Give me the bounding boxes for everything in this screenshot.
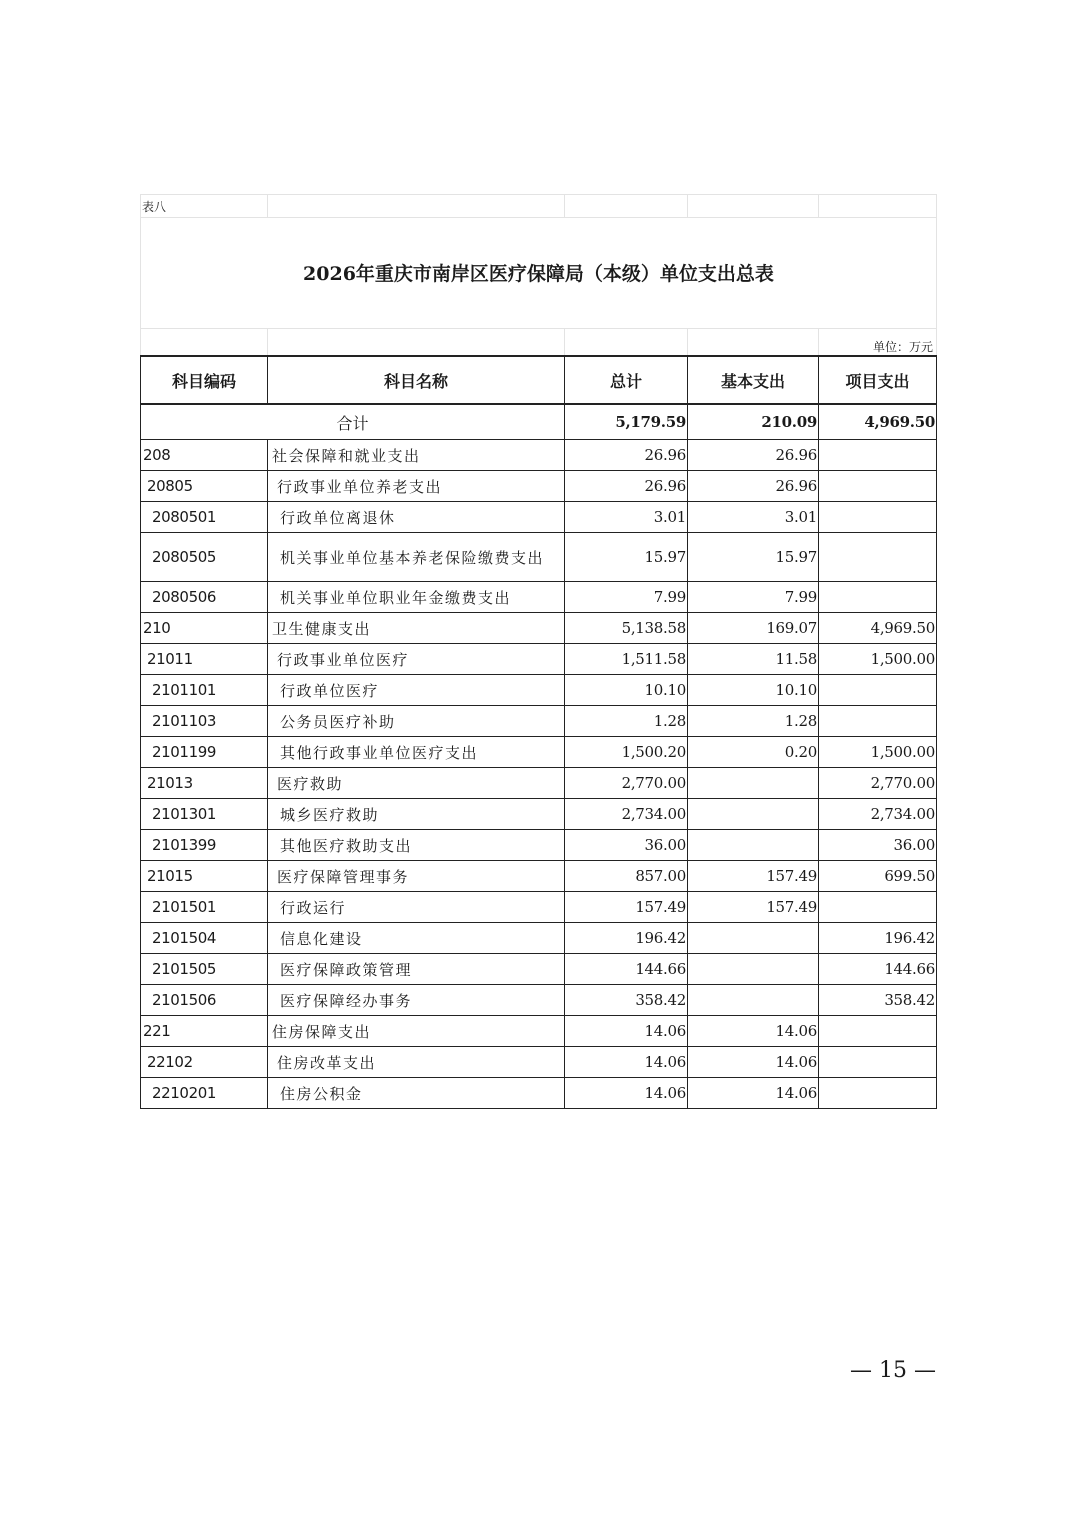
row-project: 2,770.00: [819, 768, 937, 799]
row-project: 36.00: [819, 830, 937, 861]
table-row: [141, 1078, 937, 1109]
row-project: 1,500.00: [819, 737, 937, 768]
table-row: [141, 440, 937, 471]
total-row: [141, 404, 937, 440]
table-row: [141, 613, 937, 644]
row-code: 2210201: [141, 1078, 268, 1109]
table-row: [141, 675, 937, 706]
row-project: [819, 1078, 937, 1109]
table-row: [141, 768, 937, 799]
row-name: 其他行政事业单位医疗支出: [268, 737, 565, 768]
table-row: [141, 830, 937, 861]
row-name: 行政单位医疗: [268, 675, 565, 706]
table-row: [141, 502, 937, 533]
row-name: 行政事业单位医疗: [268, 644, 565, 675]
row-total: 36.00: [565, 830, 688, 861]
row-name: 其他医疗救助支出: [268, 830, 565, 861]
row-basic: [688, 830, 819, 861]
row-name: 住房改革支出: [268, 1047, 565, 1078]
table-title: 2026年重庆市南岸区医疗保障局（本级）单位支出总表: [141, 218, 937, 329]
row-total: 14.06: [565, 1047, 688, 1078]
row-project: 4,969.50: [819, 613, 937, 644]
row-project: [819, 533, 937, 582]
row-total: 26.96: [565, 440, 688, 471]
row-basic: 0.20: [688, 737, 819, 768]
total-sum: 5,179.59: [565, 404, 688, 440]
row-code: 2080501: [141, 502, 268, 533]
row-code: 2101101: [141, 675, 268, 706]
table-row: [141, 471, 937, 502]
table-row: [141, 1016, 937, 1047]
row-code: 2101103: [141, 706, 268, 737]
row-total: 358.42: [565, 985, 688, 1016]
row-project: [819, 440, 937, 471]
row-code: 22102: [141, 1047, 268, 1078]
table-row: [141, 533, 937, 582]
row-basic: [688, 954, 819, 985]
table-row: [141, 706, 937, 737]
unit-label: 单位：万元: [819, 329, 937, 357]
row-code: 2101506: [141, 985, 268, 1016]
row-code: 21011: [141, 644, 268, 675]
row-code: 208: [141, 440, 268, 471]
row-basic: 169.07: [688, 613, 819, 644]
row-code: 2101501: [141, 892, 268, 923]
row-name: 医疗保障政策管理: [268, 954, 565, 985]
header-total: 总计: [565, 356, 688, 404]
row-basic: 14.06: [688, 1078, 819, 1109]
table-row: [141, 861, 937, 892]
row-project: [819, 1016, 937, 1047]
row-name: 行政单位离退休: [268, 502, 565, 533]
row-total: 3.01: [565, 502, 688, 533]
row-basic: [688, 985, 819, 1016]
row-project: 1,500.00: [819, 644, 937, 675]
row-total: 1,500.20: [565, 737, 688, 768]
unit-row: [141, 329, 937, 357]
row-basic: [688, 768, 819, 799]
row-basic: 14.06: [688, 1016, 819, 1047]
table-row: [141, 1047, 937, 1078]
label-row: [141, 195, 937, 218]
row-code: 221: [141, 1016, 268, 1047]
row-code: 21013: [141, 768, 268, 799]
row-basic: 11.58: [688, 644, 819, 675]
row-basic: 10.10: [688, 675, 819, 706]
row-total: 14.06: [565, 1016, 688, 1047]
title-row: [141, 218, 937, 329]
row-project: [819, 471, 937, 502]
row-name: 公务员医疗补助: [268, 706, 565, 737]
row-basic: 26.96: [688, 440, 819, 471]
row-code: 2101301: [141, 799, 268, 830]
row-total: 857.00: [565, 861, 688, 892]
row-name: 行政运行: [268, 892, 565, 923]
total-label: 合计: [141, 404, 565, 440]
row-total: 5,138.58: [565, 613, 688, 644]
row-name: 医疗保障管理事务: [268, 861, 565, 892]
row-total: 196.42: [565, 923, 688, 954]
header-project: 项目支出: [819, 356, 937, 404]
row-code: 2080506: [141, 582, 268, 613]
page-number: — 15 —: [850, 1358, 936, 1383]
row-code: 20805: [141, 471, 268, 502]
row-name: 社会保障和就业支出: [268, 440, 565, 471]
table-row: [141, 582, 937, 613]
row-total: 144.66: [565, 954, 688, 985]
row-total: 10.10: [565, 675, 688, 706]
row-basic: [688, 923, 819, 954]
row-name: 城乡医疗救助: [268, 799, 565, 830]
table-row: [141, 985, 937, 1016]
row-basic: 3.01: [688, 502, 819, 533]
row-total: 2,734.00: [565, 799, 688, 830]
expenditure-table: [140, 194, 937, 1109]
row-basic: 1.28: [688, 706, 819, 737]
row-code: 2101399: [141, 830, 268, 861]
row-total: 26.96: [565, 471, 688, 502]
row-code: 2101199: [141, 737, 268, 768]
row-project: [819, 1047, 937, 1078]
row-basic: 26.96: [688, 471, 819, 502]
table-row: [141, 892, 937, 923]
row-name: 卫生健康支出: [268, 613, 565, 644]
row-total: 7.99: [565, 582, 688, 613]
row-name: 行政事业单位养老支出: [268, 471, 565, 502]
row-total: 2,770.00: [565, 768, 688, 799]
row-code: 2080505: [141, 533, 268, 582]
row-name: 住房保障支出: [268, 1016, 565, 1047]
row-project: [819, 892, 937, 923]
row-project: [819, 582, 937, 613]
row-code: 21015: [141, 861, 268, 892]
row-project: 2,734.00: [819, 799, 937, 830]
row-project: [819, 706, 937, 737]
table-label: 表八: [141, 195, 268, 218]
table-row: [141, 799, 937, 830]
total-basic: 210.09: [688, 404, 819, 440]
row-name: 机关事业单位职业年金缴费支出: [268, 582, 565, 613]
row-code: 2101504: [141, 923, 268, 954]
row-name: 信息化建设: [268, 923, 565, 954]
row-project: 144.66: [819, 954, 937, 985]
table-row: [141, 954, 937, 985]
row-name: 住房公积金: [268, 1078, 565, 1109]
header-basic: 基本支出: [688, 356, 819, 404]
row-basic: 15.97: [688, 533, 819, 582]
row-basic: 157.49: [688, 861, 819, 892]
table-row: [141, 737, 937, 768]
row-code: 2101505: [141, 954, 268, 985]
row-basic: 14.06: [688, 1047, 819, 1078]
row-name: 医疗保障经办事务: [268, 985, 565, 1016]
row-project: [819, 502, 937, 533]
row-total: 1,511.58: [565, 644, 688, 675]
row-name: 医疗救助: [268, 768, 565, 799]
row-total: 14.06: [565, 1078, 688, 1109]
row-code: 210: [141, 613, 268, 644]
table-row: [141, 923, 937, 954]
header-name: 科目名称: [268, 356, 565, 404]
row-project: [819, 675, 937, 706]
row-name: 机关事业单位基本养老保险缴费支出: [268, 533, 565, 582]
total-project: 4,969.50: [819, 404, 937, 440]
row-project: 358.42: [819, 985, 937, 1016]
table-row: [141, 644, 937, 675]
row-basic: 7.99: [688, 582, 819, 613]
expenditure-sheet: [140, 194, 936, 1109]
row-basic: 157.49: [688, 892, 819, 923]
header-code: 科目编码: [141, 356, 268, 404]
row-total: 1.28: [565, 706, 688, 737]
header-row: [141, 356, 937, 404]
row-project: 196.42: [819, 923, 937, 954]
row-project: 699.50: [819, 861, 937, 892]
row-total: 15.97: [565, 533, 688, 582]
row-basic: [688, 799, 819, 830]
row-total: 157.49: [565, 892, 688, 923]
